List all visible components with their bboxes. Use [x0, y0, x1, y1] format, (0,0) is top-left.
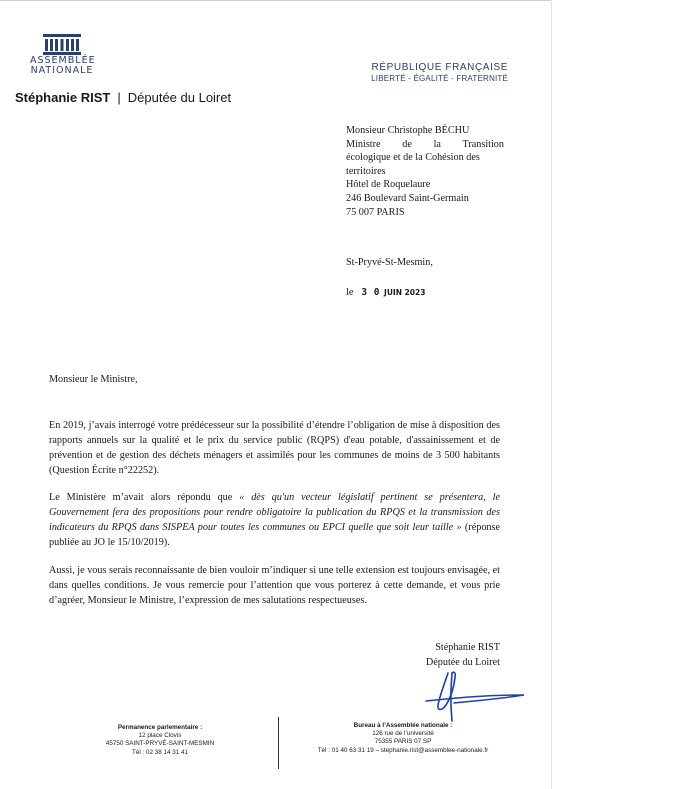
recipient-title-line-1: Ministre de la Transition	[346, 138, 504, 150]
letter-place: St-Pryvé-St-Mesmin,	[346, 257, 433, 268]
logo-text-line-2: NATIONALE	[30, 65, 94, 76]
footer-right-line-3: Tél : 01 40 63 31 19 – stephanie.rist@assemblee-nationale.fr	[317, 746, 489, 754]
recipient-name: Monsieur Christophe BÉCHU	[346, 125, 470, 136]
page-edge	[551, 0, 552, 789]
footer-right-heading: Bureau à l’Assemblée nationale :	[353, 722, 453, 729]
author-line	[15, 90, 231, 105]
recipient-address-3: 75 007 PARIS	[346, 206, 405, 218]
recipient-address-1: Hôtel de Roquelaure	[346, 179, 431, 191]
footer-right-line-2: 75355 PARIS 07 SP	[374, 738, 432, 746]
assemblee-nationale-logo	[30, 32, 94, 76]
logo-text-line-1: ASSEMBLÉE	[30, 55, 96, 66]
recipient-block	[346, 124, 504, 219]
footer-assembly-office	[300, 722, 506, 755]
paragraph-2-outro: (réponse publiée au JO le 15/10/2019).	[49, 522, 501, 548]
paragraph-2-intro: Le Ministère m’avait alors répondu que	[49, 492, 240, 503]
footer-left-heading: Permanence parlementaire :	[117, 724, 203, 731]
recipient-title-line-2: écologique et de la Cohésion des	[346, 152, 480, 164]
date-stamp-day: 3 0	[361, 287, 381, 298]
republic-title: RÉPUBLIQUE FRANÇAISE	[371, 62, 508, 73]
top-rule	[0, 0, 552, 1]
paragraph-2-quote: « dès qu'un vecteur législatif pertinent se présentera, le Gouvernement fera des propositions pour rendre obligatoire la publication du RPQS et la transmission des indicateurs du RPQS dans SISPEA pour toutes les communes ou EPCI quelle que soit leur taille »	[49, 492, 500, 533]
date-prefix: le	[346, 287, 354, 298]
footer-constituency-office	[75, 724, 245, 757]
body-paragraph-3: Aussi, je vous serais reconnaissante de bien vouloir m’indiquer si une telle extension est toujours envisagée, et dans quelles conditions. Je vous remercie pour l’attention que vous porterez à cette demande, et vous prie d’agréer, Monsieur le Ministre, l’expression de mes salutations respectueuses.	[49, 565, 500, 606]
parliament-building-icon	[41, 32, 83, 56]
signatory-name: Stéphanie RIST	[435, 642, 500, 653]
date-stamp-month-year: JUIN 2023	[384, 288, 426, 297]
body-paragraph-2	[49, 490, 500, 550]
recipient-title-line-3: territoires	[346, 165, 386, 177]
signatory-role: Députée du Loiret	[425, 657, 500, 668]
footer-left-line-1: 12 place Clovis	[138, 732, 182, 740]
footer-left-line-2: 45750 SAINT-PRYVÉ-SAINT-MESMIN	[105, 740, 215, 748]
footer-divider	[278, 717, 279, 769]
footer-left-line-3: Tél : 02 38 14 31 41	[131, 748, 188, 756]
letter-date	[346, 287, 425, 298]
author-role: Députée du Loiret	[127, 90, 232, 105]
body-paragraph-1: En 2019, j’avais interrogé votre prédécesseur sur la possibilité d’étendre l’obligation de mise à disposition des rapports annuels sur la qualité et le prix du service public (RQPS) d'eau potable, d'assainissement et de prévention et de gestion des déchets ménagers et assimilés pour les communes de moins de 3 500 habitants (Question Écrite n°22252).	[49, 420, 500, 476]
footer-right-line-1: 126 rue de l’université	[372, 730, 434, 738]
recipient-address-2: 246 Boulevard Saint-Germain	[346, 192, 469, 204]
salutation: Monsieur le Ministre,	[49, 374, 138, 385]
author-name: Stéphanie RIST	[15, 90, 111, 105]
republic-motto: LIBERTÉ - ÉGALITÉ - FRATERNITÉ	[371, 74, 508, 83]
author-separator: |	[117, 90, 121, 105]
handwritten-signature	[418, 665, 528, 725]
republic-header	[340, 62, 508, 83]
